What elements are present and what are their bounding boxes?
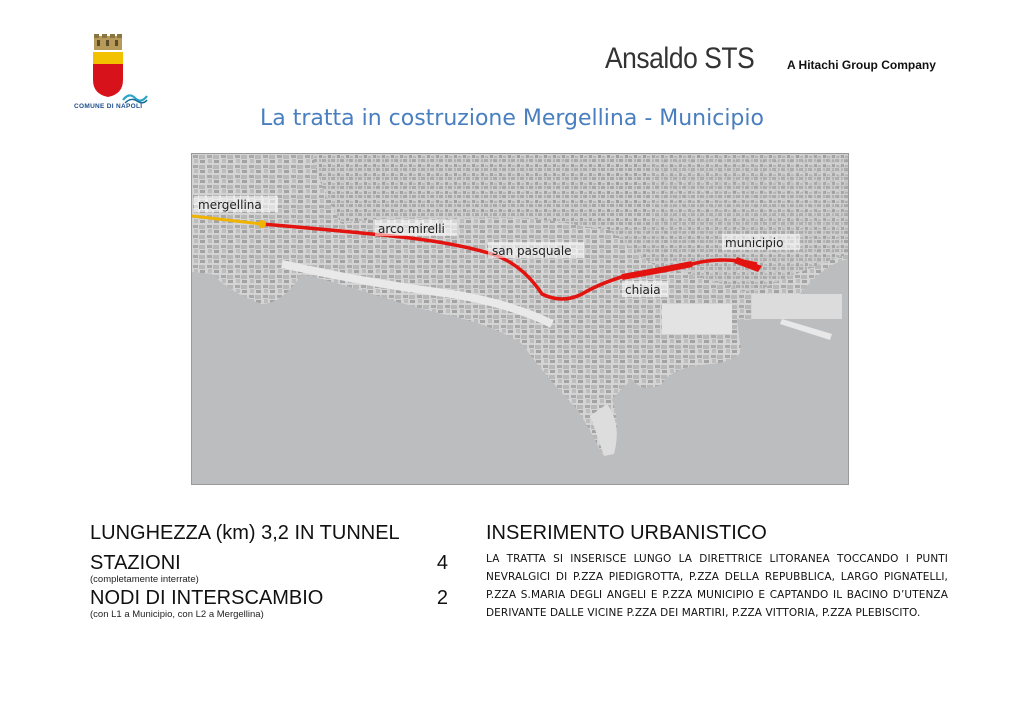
interchange-count: 2	[436, 587, 448, 609]
route-stats	[90, 522, 460, 620]
interchange-label: NODI DI INTERSCAMBIO	[90, 587, 324, 609]
municipality-label: COMUNE DI NAPOLI	[74, 103, 143, 110]
comune-di-napoli-logo	[72, 34, 152, 114]
station-label-san-pasquale	[488, 242, 584, 258]
stations-count: 4	[436, 552, 448, 574]
station-label-chiaia	[622, 281, 668, 297]
crest-icon	[89, 34, 127, 98]
station-label-mergellina	[194, 196, 278, 212]
stations-note: (completamente interrate)	[90, 574, 199, 585]
wave-icon	[122, 90, 148, 104]
urban-integration	[486, 522, 948, 622]
urban-heading: INSERIMENTO URBANISTICO	[486, 522, 767, 544]
page-title: La tratta in costruzione Mergellina - Municipio	[260, 106, 764, 131]
svg-text:mergellina: mergellina	[198, 198, 262, 212]
interchange-note: (con L1 a Municipio, con L2 a Mergellina)	[90, 609, 264, 620]
urban-text: LA TRATTA SI INSERISCE LUNGO LA DIRETTRICE LITORANEA TOCCANDO I PUNTI NEVRALGICI DI P.ZZA PIEDIGROTTA, P.ZZA DELLA REPUBBLICA, LARGO PIGNATELLI, P.ZZA S.MARIA DEGLI ANGELI E P.ZZA MUNICIPIO E CAPTANDO IL BACINO D’UTENZA DERIVANTE DALLE VICINE P.ZZA DEI MARTIRI, P.ZZA VITTORIA, P.ZZA PLEBISCITO.	[486, 553, 948, 619]
stations-label: STAZIONI	[90, 552, 181, 574]
station-label-arco-mirelli	[375, 220, 457, 236]
svg-text:municipio: municipio	[725, 236, 784, 250]
company-name: Ansaldo STS	[605, 42, 755, 75]
length-label: LUNGHEZZA (km) 3,2 IN TUNNEL	[90, 522, 400, 544]
station-label-municipio	[722, 234, 800, 250]
svg-text:chiaia: chiaia	[625, 283, 661, 297]
port-pier	[662, 304, 732, 334]
company-tagline: A Hitachi Group Company	[787, 58, 936, 72]
svg-text:arco mirelli: arco mirelli	[378, 222, 445, 236]
svg-text:san pasquale: san pasquale	[492, 244, 572, 258]
route-map	[191, 153, 849, 485]
station-marker-mergellina	[258, 220, 266, 228]
map-svg	[192, 154, 848, 484]
